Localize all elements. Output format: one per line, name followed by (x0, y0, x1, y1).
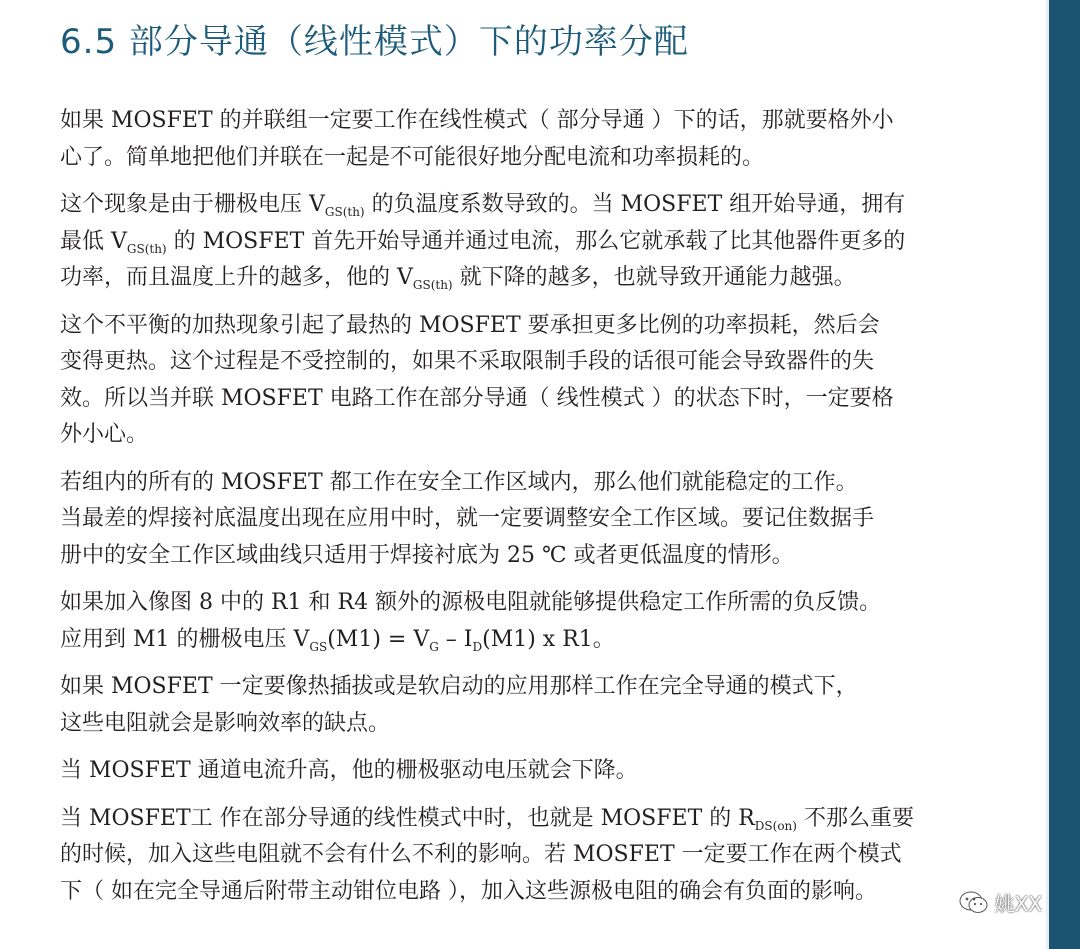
subscript: GS(th) (126, 241, 167, 256)
paragraph-8 (60, 801, 1020, 911)
text-line: 的时候，加入这些电阻就不会有什么不利的影响。若 MOSFET 一定要工作在两个模式 (60, 842, 902, 867)
text-run: 的负温度系数导致的。当 MOSFET 组开始导通，拥有 (364, 192, 906, 217)
subscript: GS(th) (412, 278, 453, 292)
subscript: D (472, 639, 483, 654)
paragraph-7 (60, 753, 1020, 790)
wechat-icon (959, 890, 989, 916)
text-line: 效。所以当并联 MOSFET 电路工作在部分导通（ 线性模式 ）的状态下时，一定要格 (60, 385, 894, 411)
subscript: GS(th) (324, 205, 365, 219)
paragraph-1 (60, 103, 1020, 176)
text-run: 当 MOSFET工 作在部分导通的线性模式中时，也就是 MOSFET 的 R (60, 805, 755, 831)
text-line (60, 187, 1020, 224)
text-run: 的 MOSFET 首先开始导通并通过电流，那么它就承载了比其他器件更多的 (166, 228, 906, 254)
text-line: 如果加入像图 8 中的 R1 和 R4 额外的源极电阻就能够提供稳定工作所需的负反馈。 (60, 590, 882, 615)
subscript: G (429, 639, 439, 654)
watermark (959, 888, 1042, 917)
right-sidebar-band (1049, 0, 1080, 949)
text-run: 这个现象是由于栅极电压 V (60, 192, 325, 217)
text-line: 册中的安全工作区域曲线只适用于焊接衬底为 25 ℃ 或者更低温度的情形。 (60, 542, 794, 568)
text-line: 当 MOSFET 通道电流升高，他的栅极驱动电压就会下降。 (60, 758, 638, 783)
text-line (60, 622, 1020, 659)
paragraph-3 (60, 308, 1020, 454)
text-line: 若组内的所有的 MOSFET 都工作在安全工作区域内，那么他们就能稳定的工作。 (60, 469, 858, 495)
section-title: 6.5 部分导通（线性模式）下的功率分配 (60, 22, 689, 62)
text-line (60, 224, 1020, 261)
text-line: 当最差的焊接衬底温度出现在应用中时，就一定要调整安全工作区域。要记住数据手 (60, 506, 875, 531)
text-line: 这些电阻就会是影响效率的缺点。 (60, 710, 391, 736)
paragraph-2 (60, 187, 1020, 297)
paragraph-5 (60, 585, 1020, 658)
text-run: 应用到 M1 的栅极电压 V (60, 626, 310, 652)
text-run: 就下降的越多，也就导致开通能力越强。 (452, 265, 856, 290)
text-run: 最低 V (60, 228, 127, 254)
text-line: 如果 MOSFET 一定要像热插拔或是软启动的应用那样工作在完全导通的模式下， (60, 674, 858, 699)
text-run: 功率，而且温度上升的越多，他的 V (60, 265, 413, 290)
paragraph-6 (60, 669, 1020, 742)
body-text (60, 103, 1020, 921)
text-line (60, 260, 1020, 297)
text-line: 这个不平衡的加热现象引起了最热的 MOSFET 要承担更多比例的功率损耗，然后会 (60, 312, 880, 338)
text-line: 心了。简单地把他们并联在一起是不可能很好地分配电流和功率损耗的。 (60, 144, 765, 170)
text-line: 下（ 如在完全导通后附带主动钳位电路 ），加入这些源极电阻的确会有负面的影响。 (60, 878, 877, 904)
paragraph-4 (60, 465, 1020, 575)
text-run: 不那么重要 (796, 805, 914, 831)
subscript: GS (309, 639, 328, 654)
text-line: 变得更热。这个过程是不受控制的，如果不采取限制手段的话很可能会导致器件的失 (60, 349, 875, 374)
text-line (60, 801, 1020, 838)
subscript: DS(on) (754, 818, 797, 833)
text-line: 外小心。 (60, 422, 149, 447)
text-line: 如果 MOSFET 的并联组一定要工作在线性模式（ 部分导通 ）下的话，那就要格外小 (60, 108, 894, 133)
text-run: (M1) = V (327, 626, 430, 652)
text-run: (M1) x R1。 (482, 626, 615, 652)
watermark-text: 姚XX (994, 892, 1042, 916)
text-run: – I (438, 626, 473, 652)
